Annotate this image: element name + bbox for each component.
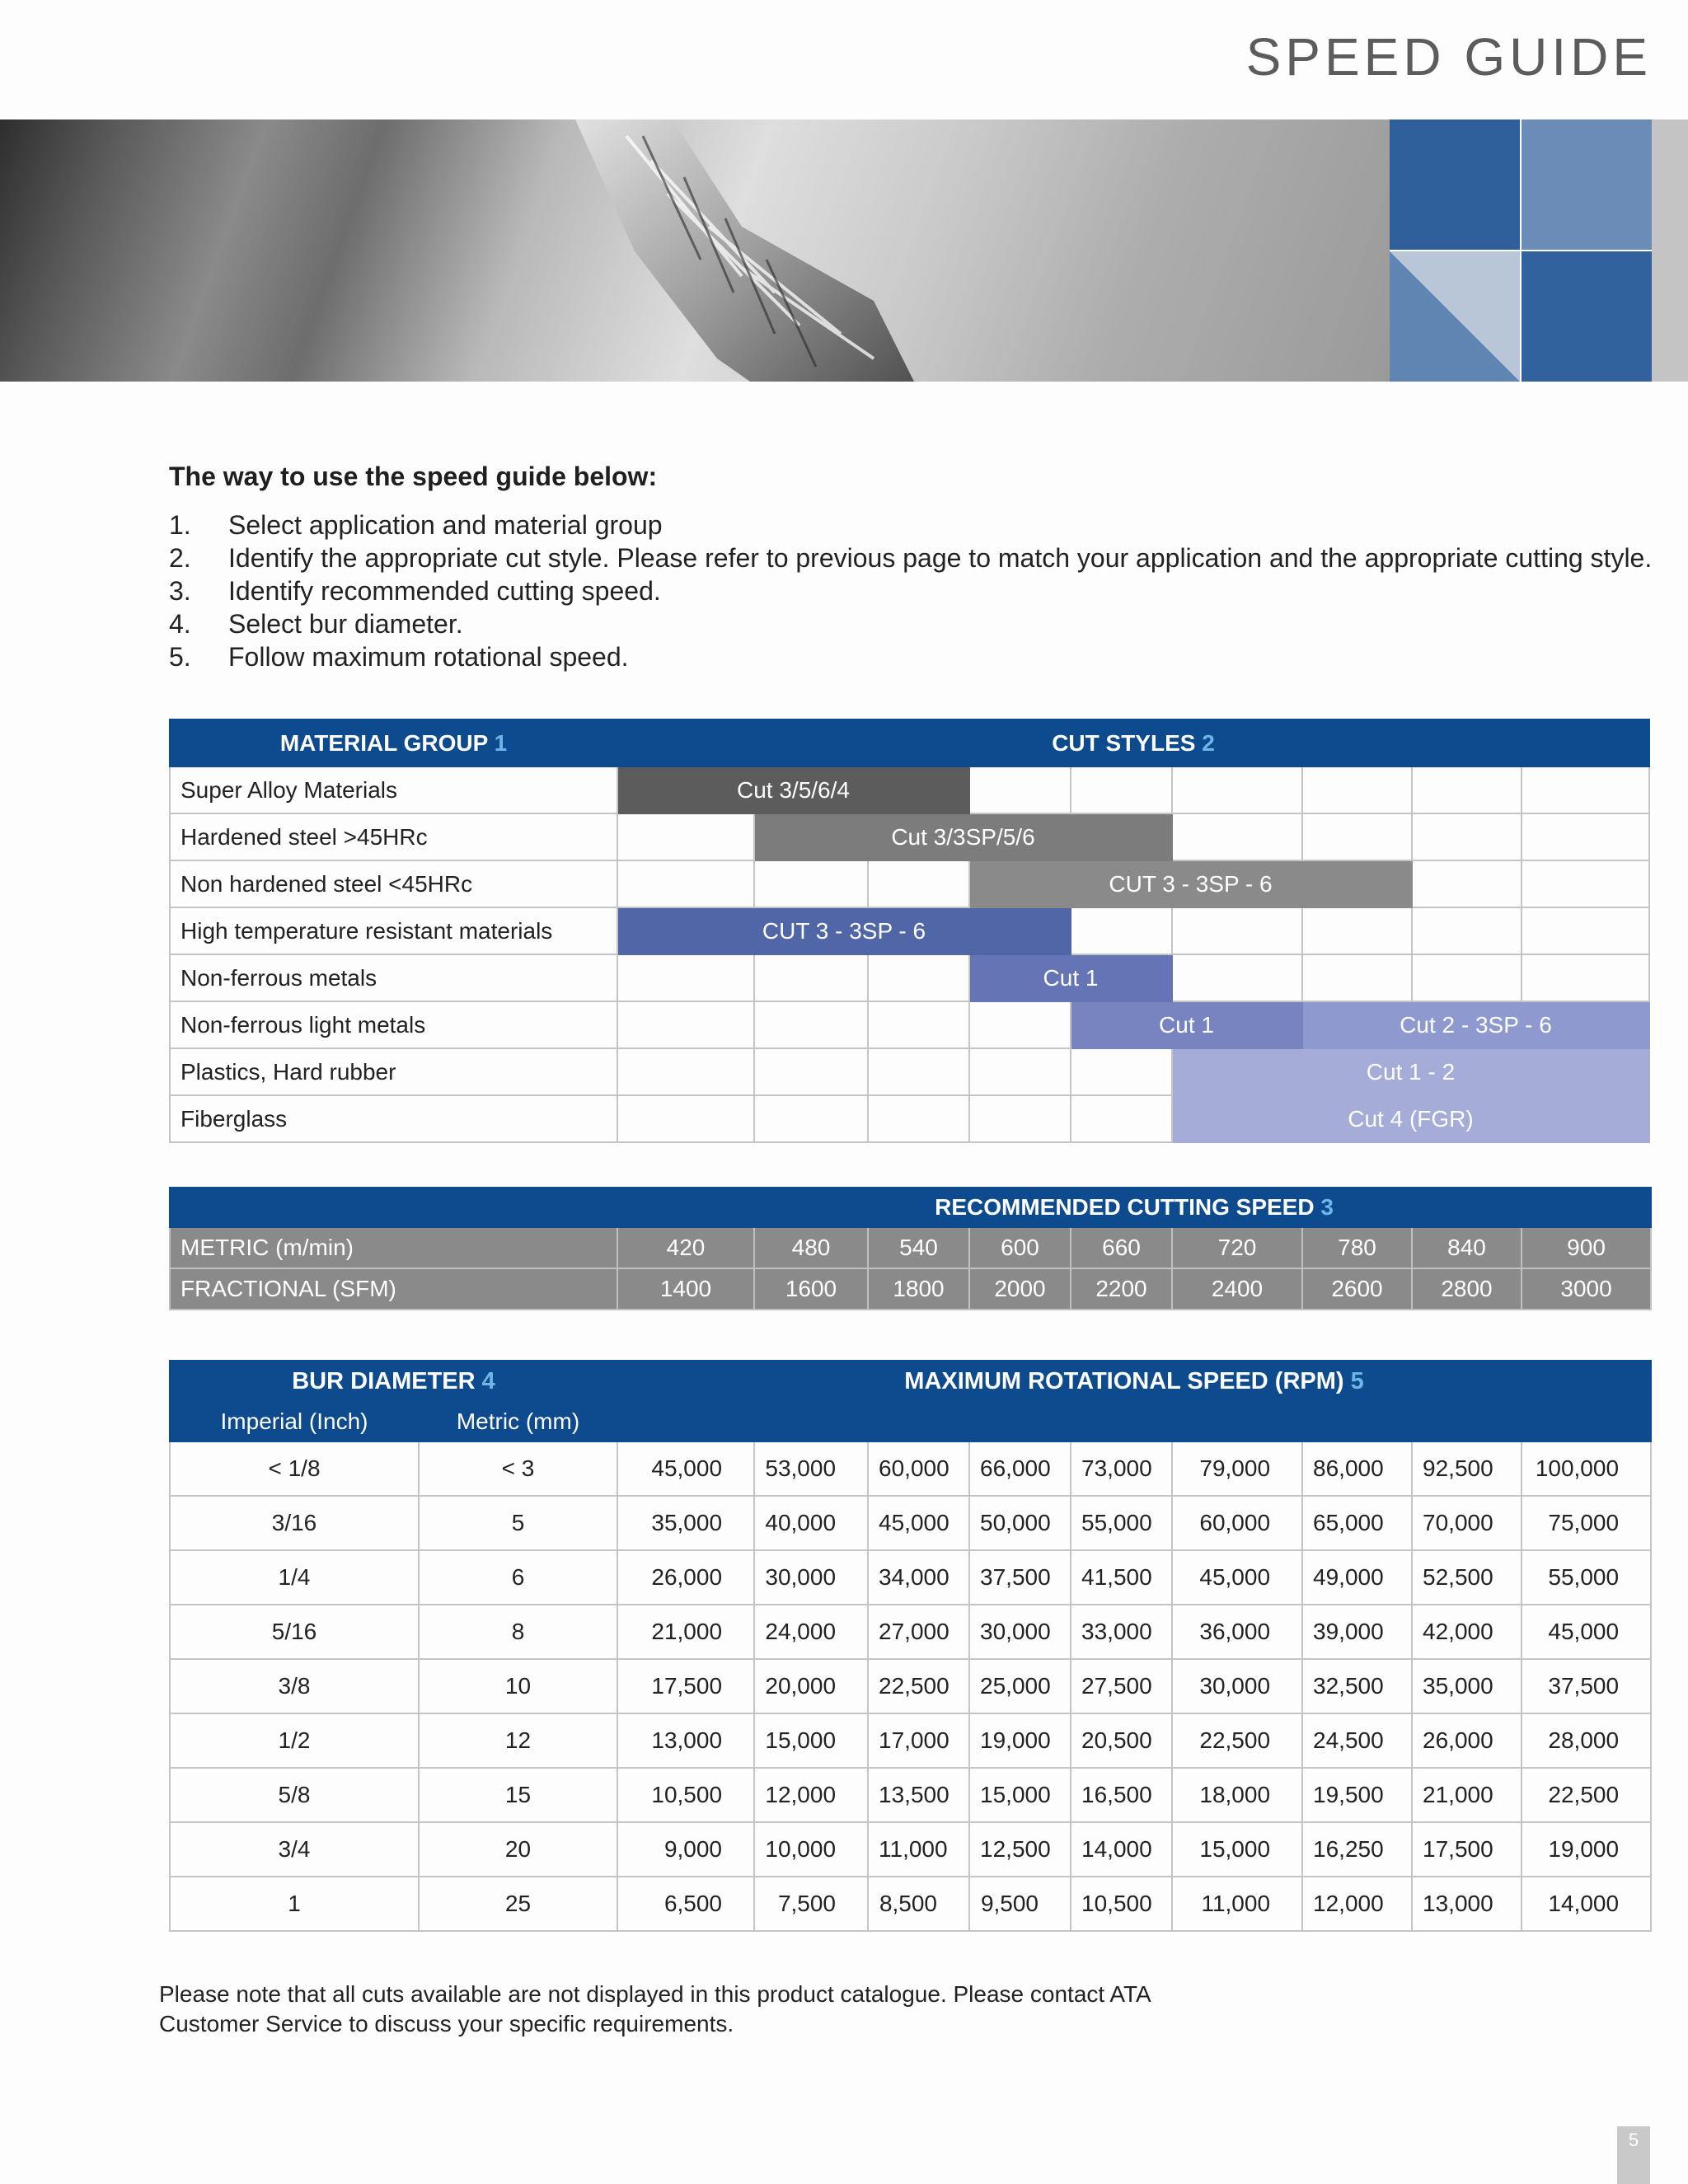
rpm-value: 36,000 [1172, 1605, 1302, 1659]
table-row [170, 954, 1649, 1001]
empty-cell [868, 860, 969, 907]
rpm-value: 70,000 [1412, 1496, 1522, 1550]
tile [1522, 120, 1652, 250]
page-number: 5 [1617, 2126, 1650, 2184]
table-row [170, 1877, 1651, 1931]
rpm-value: 45,000 [617, 1441, 754, 1496]
empty-cell [754, 1095, 868, 1142]
imperial-diameter: 3/16 [170, 1496, 419, 1550]
rpm-value: 53,000 [754, 1441, 868, 1496]
rpm-value: 86,000 [1302, 1441, 1412, 1496]
imperial-diameter: 1/4 [170, 1550, 419, 1605]
rpm-value: 17,500 [617, 1659, 754, 1713]
cut-style-span: Cut 2 - 3SP - 6 [1302, 1001, 1649, 1048]
empty-cell [1172, 907, 1302, 954]
empty-cell [969, 1095, 1071, 1142]
table-row [170, 1048, 1649, 1095]
table-row [170, 1550, 1651, 1605]
rpm-value: 22,500 [1522, 1768, 1651, 1822]
rpm-value: 45,000 [868, 1496, 969, 1550]
material-name: Non-ferrous light metals [170, 1001, 617, 1048]
tile [1390, 251, 1520, 382]
list-item [169, 509, 1653, 541]
decorative-tiles [1390, 120, 1688, 382]
speed-value: 780 [1302, 1227, 1412, 1268]
empty-cell [1172, 766, 1302, 813]
rpm-value: 60,000 [868, 1441, 969, 1496]
rpm-value: 41,500 [1071, 1550, 1172, 1605]
empty-cell [1412, 860, 1522, 907]
rpm-value: 92,500 [1412, 1441, 1522, 1496]
table-row [170, 1268, 1651, 1310]
empty-cell [617, 1048, 754, 1095]
speed-value: 3000 [1522, 1268, 1651, 1310]
rpm-value: 14,000 [1071, 1822, 1172, 1877]
metric-diameter: 10 [419, 1659, 617, 1713]
speed-value: 2400 [1172, 1268, 1302, 1310]
rpm-value: 52,500 [1412, 1550, 1522, 1605]
speed-unit-label: METRIC (m/min) [170, 1227, 617, 1268]
footnote-line: Please note that all cuts available are not displayed in this product catalogue. Please contact ATA [159, 1981, 1151, 2007]
bur-diameter-header: BUR DIAMETER 4 [170, 1361, 617, 1402]
rpm-value: 27,500 [1071, 1659, 1172, 1713]
cut-style-span: CUT 3 - 3SP - 6 [969, 860, 1412, 907]
rpm-value: 12,000 [754, 1768, 868, 1822]
footnote-line: Customer Service to discuss your specific requirements. [159, 2011, 734, 2036]
empty-cell [969, 1048, 1071, 1095]
table-row [170, 1713, 1651, 1768]
rpm-value: 19,000 [969, 1713, 1071, 1768]
rpm-value: 49,000 [1302, 1550, 1412, 1605]
speed-value: 660 [1071, 1227, 1172, 1268]
step-number: 5. [169, 642, 191, 672]
rpm-value: 100,000 [1522, 1441, 1651, 1496]
speed-unit-label: FRACTIONAL (SFM) [170, 1268, 617, 1310]
rpm-value: 11,000 [868, 1822, 969, 1877]
table-row [170, 1496, 1651, 1550]
empty-cell [1302, 954, 1412, 1001]
rpm-value: 11,000 [1172, 1877, 1302, 1931]
metric-diameter: < 3 [419, 1441, 617, 1496]
rpm-value: 13,000 [1412, 1877, 1522, 1931]
empty-cell [1071, 907, 1172, 954]
rpm-value: 39,000 [1302, 1605, 1412, 1659]
rpm-value: 33,000 [1071, 1605, 1172, 1659]
step-number: 2. [169, 543, 191, 573]
rpm-value: 17,000 [868, 1713, 969, 1768]
table-row [170, 907, 1649, 954]
empty-cell [1071, 1048, 1172, 1095]
page-title: SPEED GUIDE [1245, 27, 1652, 87]
cut-style-span: Cut 1 - 2 [1172, 1048, 1649, 1095]
empty-cell [1522, 860, 1649, 907]
empty-cell [868, 954, 969, 1001]
speed-value: 1400 [617, 1268, 754, 1310]
rpm-value: 32,500 [1302, 1659, 1412, 1713]
step-text: Identify recommended cutting speed. [228, 576, 661, 606]
speed-value: 480 [754, 1227, 868, 1268]
rpm-value: 50,000 [969, 1496, 1071, 1550]
table-row [170, 766, 1649, 813]
step-text: Select application and material group [228, 510, 663, 540]
rpm-value: 55,000 [1522, 1550, 1651, 1605]
metric-diameter: 6 [419, 1550, 617, 1605]
table-row [170, 1227, 1651, 1268]
table-row [170, 1768, 1651, 1822]
empty-cell [754, 1048, 868, 1095]
list-item [169, 541, 1653, 574]
table-row [170, 860, 1649, 907]
instruction-list [169, 509, 1653, 673]
speed-value: 2800 [1412, 1268, 1522, 1310]
footnote [159, 1980, 1151, 2039]
material-name: High temperature resistant materials [170, 907, 617, 954]
speed-value: 900 [1522, 1227, 1651, 1268]
metric-diameter: 15 [419, 1768, 617, 1822]
empty-cell [1522, 813, 1649, 860]
rpm-value: 19,000 [1522, 1822, 1651, 1877]
rpm-value: 15,000 [969, 1768, 1071, 1822]
material-cut-style-table [169, 719, 1650, 1143]
rpm-value: 9,500 [969, 1877, 1071, 1931]
rpm-value: 35,000 [1412, 1659, 1522, 1713]
empty-cell [868, 1001, 969, 1048]
table-row [170, 1001, 1649, 1048]
rpm-value: 18,000 [1172, 1768, 1302, 1822]
speed-value: 2600 [1302, 1268, 1412, 1310]
empty-cell [868, 1095, 969, 1142]
empty-cell [868, 1048, 969, 1095]
material-name: Hardened steel >45HRc [170, 813, 617, 860]
rpm-value: 9,000 [617, 1822, 754, 1877]
rpm-value: 15,000 [754, 1713, 868, 1768]
rpm-value: 20,000 [754, 1659, 868, 1713]
rpm-value: 25,000 [969, 1659, 1071, 1713]
tile [1522, 251, 1652, 382]
list-item [169, 574, 1653, 607]
empty-cell [754, 860, 868, 907]
table-row [170, 1095, 1649, 1142]
empty-cell [617, 954, 754, 1001]
cut-style-span: CUT 3 - 3SP - 6 [617, 907, 1071, 954]
rpm-value: 30,000 [754, 1550, 868, 1605]
speed-value: 720 [1172, 1227, 1302, 1268]
table-subheader-row [170, 1402, 1651, 1441]
rpm-value: 24,500 [1302, 1713, 1412, 1768]
cut-style-span: Cut 1 [969, 954, 1172, 1001]
imperial-diameter: < 1/8 [170, 1441, 419, 1496]
instructions-heading: The way to use the speed guide below: [169, 462, 658, 491]
metric-subheader: Metric (mm) [419, 1402, 617, 1441]
step-text: Select bur diameter. [228, 609, 463, 639]
imperial-diameter: 1 [170, 1877, 419, 1931]
rpm-value: 26,000 [617, 1550, 754, 1605]
rpm-value: 75,000 [1522, 1496, 1651, 1550]
step-number: 1. [169, 510, 191, 540]
speed-value: 540 [868, 1227, 969, 1268]
cut-style-span: Cut 3/5/6/4 [617, 766, 969, 813]
rpm-value: 14,000 [1522, 1877, 1651, 1931]
list-item [169, 607, 1653, 640]
rpm-value: 73,000 [1071, 1441, 1172, 1496]
rpm-value: 21,000 [617, 1605, 754, 1659]
rpm-value: 13,000 [617, 1713, 754, 1768]
imperial-diameter: 3/8 [170, 1659, 419, 1713]
rpm-value: 17,500 [1412, 1822, 1522, 1877]
list-item [169, 640, 1653, 673]
max-rpm-header: MAXIMUM ROTATIONAL SPEED (RPM) 5 [617, 1361, 1651, 1402]
table-row [170, 813, 1649, 860]
speed-value: 1800 [868, 1268, 969, 1310]
rpm-value: 66,000 [969, 1441, 1071, 1496]
carbide-bur-photo [0, 120, 1390, 382]
tile [1390, 120, 1520, 250]
metric-diameter: 12 [419, 1713, 617, 1768]
table-header-row [170, 1361, 1651, 1402]
empty-cell [754, 1001, 868, 1048]
tile [1652, 120, 1688, 382]
rpm-value: 45,000 [1172, 1550, 1302, 1605]
rpm-value: 12,500 [969, 1822, 1071, 1877]
empty-cell [1172, 954, 1302, 1001]
empty-cell [754, 954, 868, 1001]
material-name: Super Alloy Materials [170, 766, 617, 813]
rpm-value: 16,250 [1302, 1822, 1412, 1877]
speed-value: 840 [1412, 1227, 1522, 1268]
cut-style-span: Cut 4 (FGR) [1172, 1095, 1649, 1142]
empty-cell [1522, 954, 1649, 1001]
cut-style-span: Cut 3/3SP/5/6 [754, 813, 1172, 860]
empty-cell [969, 1001, 1071, 1048]
instructions [169, 462, 1653, 673]
header-banner [0, 120, 1688, 382]
rpm-value: 42,000 [1412, 1605, 1522, 1659]
rpm-value: 24,000 [754, 1605, 868, 1659]
empty-cell [1412, 766, 1522, 813]
rpm-value: 13,500 [868, 1768, 969, 1822]
rpm-value: 37,500 [1522, 1659, 1651, 1713]
cut-style-span: Cut 1 [1071, 1001, 1302, 1048]
rpm-value: 22,500 [868, 1659, 969, 1713]
table-header-row [170, 1188, 1651, 1227]
rpm-value: 7,500 [754, 1877, 868, 1931]
empty-cell [1302, 766, 1412, 813]
rpm-value: 15,000 [1172, 1822, 1302, 1877]
rpm-value: 21,000 [1412, 1768, 1522, 1822]
imperial-subheader: Imperial (Inch) [170, 1402, 419, 1441]
table-row [170, 1659, 1651, 1713]
rpm-value: 10,000 [754, 1822, 868, 1877]
empty-cell [617, 1095, 754, 1142]
cut-styles-header: CUT STYLES 2 [617, 719, 1649, 766]
header-spacer [170, 1188, 617, 1227]
step-number: 3. [169, 576, 191, 606]
empty-cell [1302, 813, 1412, 860]
metric-diameter: 5 [419, 1496, 617, 1550]
table-header-row [170, 719, 1649, 766]
material-name: Fiberglass [170, 1095, 617, 1142]
material-group-header: MATERIAL GROUP 1 [170, 719, 617, 766]
empty-cell [1412, 813, 1522, 860]
speed-value: 2000 [969, 1268, 1071, 1310]
rpm-value: 28,000 [1522, 1713, 1651, 1768]
material-name: Plastics, Hard rubber [170, 1048, 617, 1095]
rpm-value: 35,000 [617, 1496, 754, 1550]
step-number: 4. [169, 609, 191, 639]
rpm-value: 19,500 [1302, 1768, 1412, 1822]
rpm-value: 40,000 [754, 1496, 868, 1550]
empty-cell [1172, 813, 1302, 860]
imperial-diameter: 3/4 [170, 1822, 419, 1877]
imperial-diameter: 5/8 [170, 1768, 419, 1822]
empty-cell [1522, 907, 1649, 954]
cutting-speed-table [169, 1187, 1652, 1310]
rpm-value: 30,000 [1172, 1659, 1302, 1713]
rpm-value: 8,500 [868, 1877, 969, 1931]
empty-cell [969, 766, 1071, 813]
empty-cell [617, 1001, 754, 1048]
rpm-value: 45,000 [1522, 1605, 1651, 1659]
empty-cell [1522, 766, 1649, 813]
empty-cell [1071, 1095, 1172, 1142]
table-row [170, 1441, 1651, 1496]
rpm-value: 34,000 [868, 1550, 969, 1605]
metric-diameter: 25 [419, 1877, 617, 1931]
subheader-spacer [617, 1402, 1651, 1441]
rpm-value: 37,500 [969, 1550, 1071, 1605]
metric-diameter: 20 [419, 1822, 617, 1877]
rpm-value: 65,000 [1302, 1496, 1412, 1550]
rpm-value: 12,000 [1302, 1877, 1412, 1931]
rpm-value: 26,000 [1412, 1713, 1522, 1768]
empty-cell [617, 860, 754, 907]
metric-diameter: 8 [419, 1605, 617, 1659]
rpm-value: 30,000 [969, 1605, 1071, 1659]
bur-bit-illustration [528, 120, 956, 382]
imperial-diameter: 1/2 [170, 1713, 419, 1768]
rpm-value: 22,500 [1172, 1713, 1302, 1768]
rpm-value: 6,500 [617, 1877, 754, 1931]
cutting-speed-header: RECOMMENDED CUTTING SPEED 3 [617, 1188, 1651, 1227]
empty-cell [1412, 907, 1522, 954]
rpm-value: 16,500 [1071, 1768, 1172, 1822]
rpm-value: 79,000 [1172, 1441, 1302, 1496]
table-row [170, 1822, 1651, 1877]
imperial-diameter: 5/16 [170, 1605, 419, 1659]
empty-cell [617, 813, 754, 860]
table-row [170, 1605, 1651, 1659]
rpm-value: 27,000 [868, 1605, 969, 1659]
speed-value: 2200 [1071, 1268, 1172, 1310]
rpm-value: 60,000 [1172, 1496, 1302, 1550]
material-name: Non-ferrous metals [170, 954, 617, 1001]
empty-cell [1412, 954, 1522, 1001]
step-text: Identify the appropriate cut style. Please refer to previous page to match your application and the appropriate cutting style. [228, 543, 1653, 573]
rpm-value: 20,500 [1071, 1713, 1172, 1768]
speed-value: 1600 [754, 1268, 868, 1310]
rpm-value: 10,500 [1071, 1877, 1172, 1931]
rpm-value: 55,000 [1071, 1496, 1172, 1550]
speed-value: 420 [617, 1227, 754, 1268]
rotational-speed-table [169, 1360, 1652, 1932]
rpm-value: 10,500 [617, 1768, 754, 1822]
empty-cell [1302, 907, 1412, 954]
speed-value: 600 [969, 1227, 1071, 1268]
material-name: Non hardened steel <45HRc [170, 860, 617, 907]
empty-cell [1071, 766, 1172, 813]
step-text: Follow maximum rotational speed. [228, 642, 629, 672]
